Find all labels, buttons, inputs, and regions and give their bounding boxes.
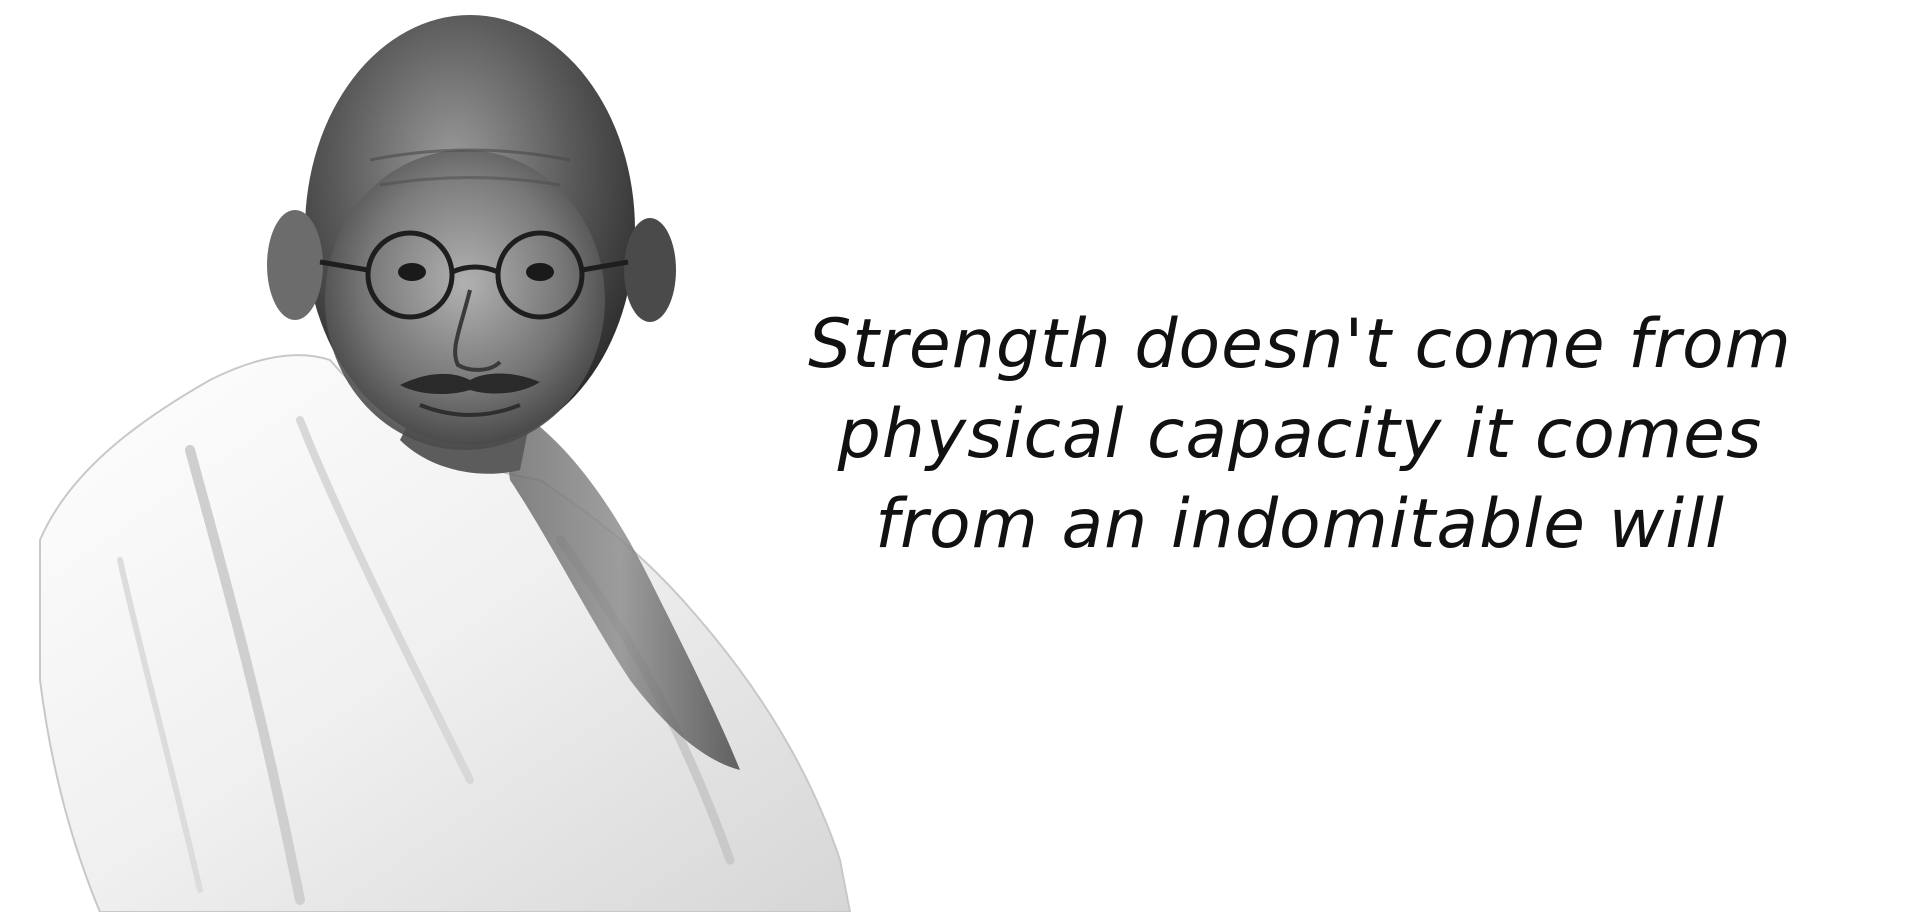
right-eye (526, 263, 554, 281)
quote-line-1: Strength doesn't come from (808, 305, 1792, 384)
right-ear (624, 218, 676, 322)
face-shape (325, 150, 605, 450)
left-ear (267, 210, 323, 320)
left-eye (398, 263, 426, 281)
quote-text (740, 300, 1860, 570)
quote-line-3: from an indomitable will (875, 485, 1725, 564)
quote-line-2: physical capacity it comes (837, 395, 1763, 474)
